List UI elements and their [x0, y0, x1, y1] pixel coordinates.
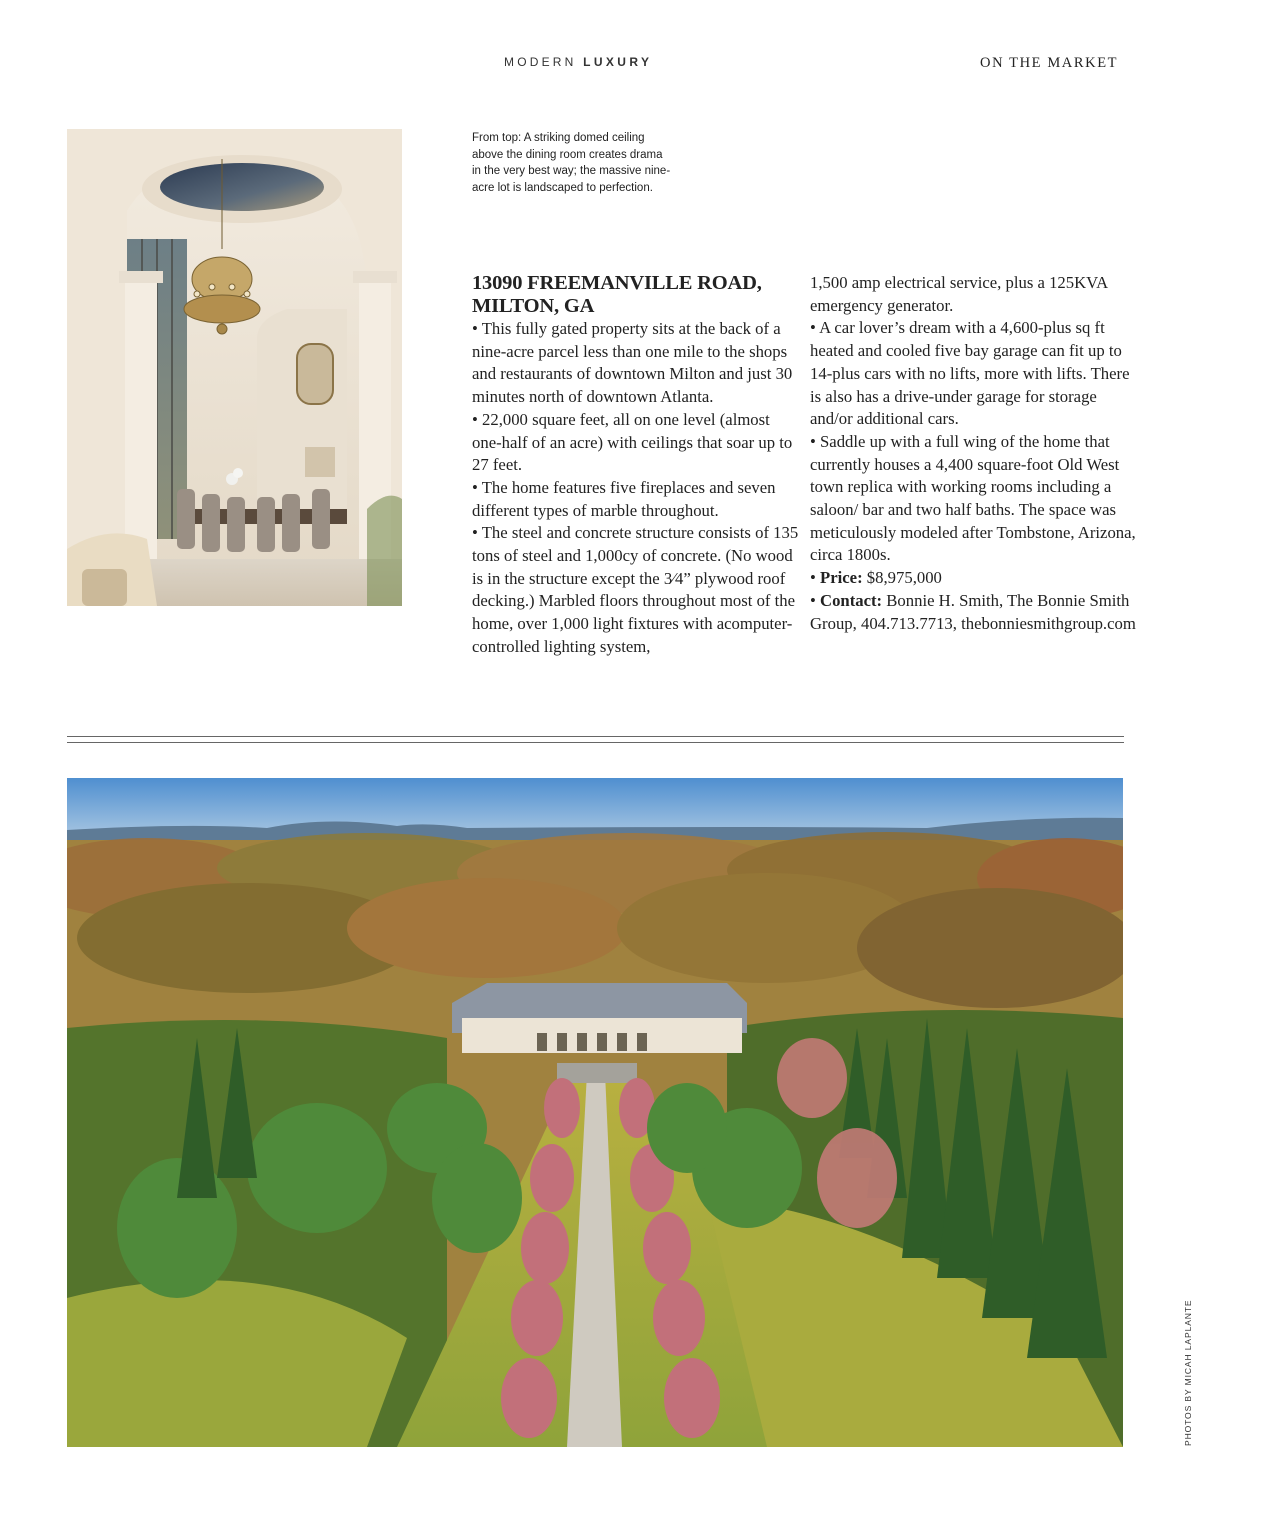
listing-paragraph: • Saddle up with a full wing of the home that currently houses a 4,400 square-foot Old West town replica with working rooms including a saloon/ bar and two half baths. The space was meticulously modeled after Tombstone, Arizona, circa 1800s. — [810, 431, 1136, 565]
listing-paragraph: • This fully gated property sits at the back of a nine-acre parcel less than one mile to the shops and restaurants of downtown Milton and just 30 minutes north of downtown Atlanta. — [472, 319, 793, 407]
section-title: ON THE MARKET — [980, 55, 1119, 71]
masthead-brand-part1: MODERN — [504, 55, 577, 69]
listing-city-line: MILTON, GA — [472, 294, 595, 317]
contact-value: Bonnie H. Smith, The Bonnie Smith Group, 404.713.7713, thebonniesmithgroup.com — [810, 590, 1136, 633]
price-label: Price: — [820, 568, 863, 588]
listing-price: • Price: $8,975,000 — [810, 568, 942, 588]
listing-paragraph: 1,500 amp electrical service, plus a 125KVA emergency generator. — [810, 273, 1108, 315]
listing-address-line: 13090 FREEMANVILLE ROAD, — [472, 272, 762, 294]
listing-paragraph: • 22,000 square feet, all on one level (almost one-half of an acre) with ceilings that soar up to 27 feet. — [472, 409, 793, 475]
aerial-estate-photo — [67, 778, 1123, 1447]
listing-contact: • Contact: Bonnie H. Smith, The Bonnie Smith Group, 404.713.7713, thebonniesmithgroup.com — [810, 590, 1136, 633]
listing-column-1 — [472, 272, 802, 659]
contact-label: Contact: — [820, 590, 883, 610]
listing-paragraph: • The home features five fireplaces and seven different types of marble throughout. — [472, 477, 776, 520]
divider-rule — [67, 736, 1124, 743]
masthead-brand-part2: LUXURY — [583, 55, 653, 69]
listing-column-2 — [810, 272, 1140, 635]
photo-credit: PHOTOS BY MICAH LAPLANTE — [1183, 1299, 1193, 1446]
listing-paragraph: • The steel and concrete structure consists of 135 tons of steel and 1,000cy of concrete. (No wood is in the structure except the 3⁄4” plywood roof decking.) Marbled floors throughout most of the home, over 1,000 light fixtures with acomputer-controlled lighting system, — [472, 523, 799, 656]
price-value: $8,975,000 — [866, 568, 942, 588]
listing-headline — [472, 272, 802, 317]
masthead-logo — [504, 55, 652, 69]
photo-caption: From top: A striking domed ceiling above the dining room creates drama in the very best way; the massive nine-acre lot is landscaped to perfection. — [472, 132, 671, 194]
interior-dining-room-photo — [67, 129, 402, 606]
listing-paragraph: • A car lover’s dream with a 4,600-plus sq ft heated and cooled five bay garage can fit up to 14-plus cars with no lifts, more with lifts. There is also has a drive-under garage for storage and/or additional cars. — [810, 318, 1130, 429]
